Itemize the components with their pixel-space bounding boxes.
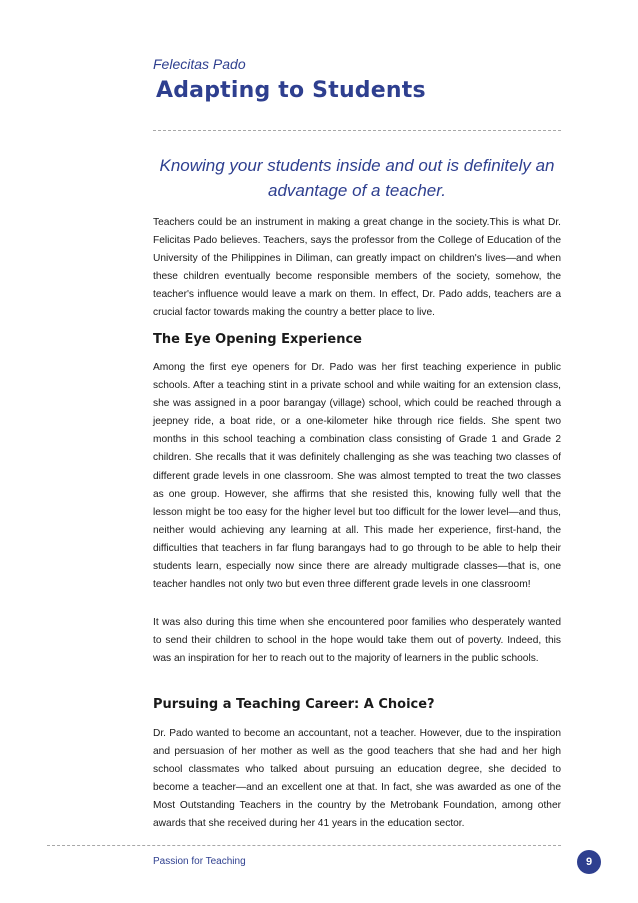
intro-paragraph: Teachers could be an instrument in making a great change in the society.This is what Dr. Felicitas Pado believes. Teachers, says the professor from the College of Education of the University of the Philippines in Diliman, can greatly impact on children's lives—and when these children eventually become responsible members of the society, somehow, the teacher's influence would leave a mark on them. In effect, Dr. Pado adds, teachers are a crucial factor towards making the country a better place to live. [153,217,561,319]
header-divider [153,130,561,131]
footer-divider [47,845,561,846]
pull-quote: Knowing your students inside and out is definitely an advantage of a teacher. [159,156,555,200]
section-eye-opening-body-2 [153,614,561,668]
section-heading: Pursuing a Teaching Career: A Choice? [153,697,435,712]
section-eye-opening-body [153,359,561,594]
paragraph: It was also during this time when she encountered poor families who desperately wanted to send their children to school in the hope would take them out of poverty. Indeed, this was an inspiration for her to reach out to the majority of learners in the public schools. [153,617,561,665]
article-title: Adapting to Students [156,78,426,103]
section-heading: The Eye Opening Experience [153,332,362,347]
paragraph: Among the first eye openers for Dr. Pado was her first teaching experience in public schools. After a teaching stint in a private school and while waiting for an extension class, she was assigned in a poor barangay (village) school, which could be reached through a jeepney ride, a boat ride, or a one-kilometer hike through rice fields. She spent two months in this school teaching a combination class consisting of Grade 1 and Grade 2 children. She recalls that it was definitely challenging as she was teaching two classes of different grade levels in one classroom. She was almost tempted to treat the two classes as one group. However, she affirms that she resisted this, knowing fully well that the lesson might be too easy for the higher level but too difficult for the lower level—and thus, neither would achieving any learning at all. This made her experience, first-hand, the difficulties that teachers in far flung barangays had to go through to be able to help their students learn, especially now since there are already multigrade classes—that is, one teacher handles not only two but even three different grade levels in one classroom! [153,362,561,591]
article-author: Felecitas Pado [153,56,246,72]
section-eye-opening [153,332,561,347]
section-teaching-career [153,697,561,712]
intro-block [153,214,561,323]
footer-publication: Passion for Teaching [153,856,246,867]
section-teaching-career-body [153,725,561,834]
page-number-badge: 9 [577,850,601,874]
paragraph: Dr. Pado wanted to become an accountant, not a teacher. However, due to the inspiration and persuasion of her mother as well as the good teachers that she had and her high school classmates who talked about pursuing an education degree, she decided to become a teacher—and an excellent one at that. In fact, she was awarded as one of the Most Outstanding Teachers in the country by the Metrobank Foundation, among other awards that she received during her 41 years in the education sector. [153,728,561,830]
